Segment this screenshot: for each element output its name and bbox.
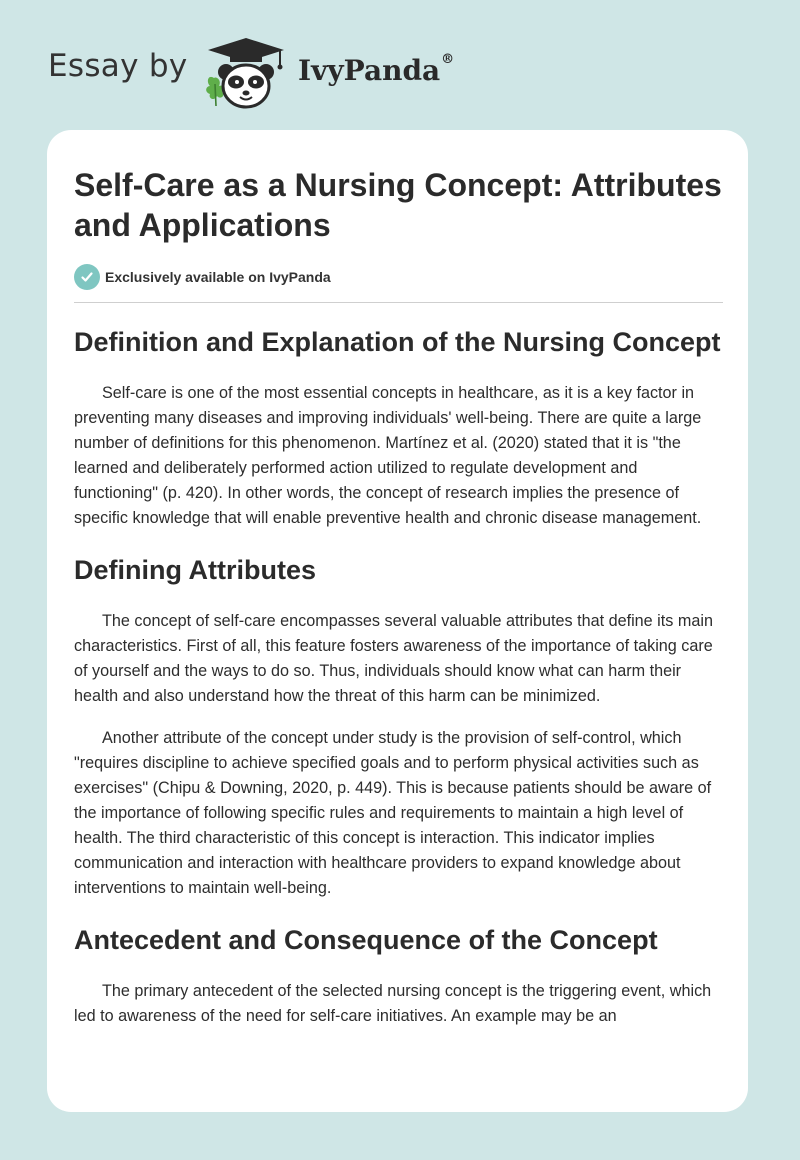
paragraph: Another attribute of the concept under study is the provision of self-control, which "requires discipline to achieve specified goals and to perform physical activities such as exercises" (Chipu & Downing, 2020, p. 449). This is because patients should be aware of the importance of following specific rules and requirements to maintain a high level of health. The third characteristic of this concept is interaction. This indicator implies communication and interaction with healthcare providers to expand knowledge about interventions to maintain well-being.: [74, 729, 712, 897]
exclusive-badge: [74, 264, 331, 290]
divider: [74, 302, 723, 303]
paragraph: Self-care is one of the most essential concepts in healthcare, as it is a key factor in preventing many diseases and improving individuals' well-being. There are quite a large number of definitions for this phenomenon. Martínez et al. (2020) stated that it is "the learned and deliberately performed action utilized to regulate development and functioning" (p. 420). In other words, the concept of research implies the presence of specific knowledge that will enable preventive health and chronic disease management.: [74, 384, 702, 527]
check-circle-icon: [74, 264, 100, 290]
section-heading: Antecedent and Consequence of the Concept: [74, 925, 658, 955]
essay-body: [74, 322, 723, 1029]
paragraph: The primary antecedent of the selected nursing concept is the triggering event, which led to awareness of the need for self-care initiatives. An example may be an: [74, 982, 712, 1025]
essay-by-label: Essay by: [48, 48, 188, 84]
section-heading: Definition and Explanation of the Nursing Concept: [74, 327, 721, 357]
brand-name[interactable]: [298, 54, 454, 87]
exclusive-label: Exclusively available on IvyPanda: [105, 269, 331, 285]
registered-mark: ®: [441, 52, 455, 67]
ivy-leaf-icon: [206, 77, 224, 106]
site-header: [0, 0, 800, 130]
brand-name-text: IvyPanda: [298, 54, 441, 87]
paragraph: The concept of self-care encompasses several valuable attributes that define its main characteristics. First of all, this feature fosters awareness of the importance of taking care of yourself and the ways to do so. Thus, individuals should know what can harm their health and also understand how the threat of this harm can be minimized.: [74, 612, 713, 705]
panda-graduate-logo-icon[interactable]: [200, 34, 292, 112]
essay-title: Self-Care as a Nursing Concept: Attributes and Applications: [74, 167, 722, 243]
essay-card: [47, 130, 748, 1112]
section-heading: Defining Attributes: [74, 555, 316, 585]
